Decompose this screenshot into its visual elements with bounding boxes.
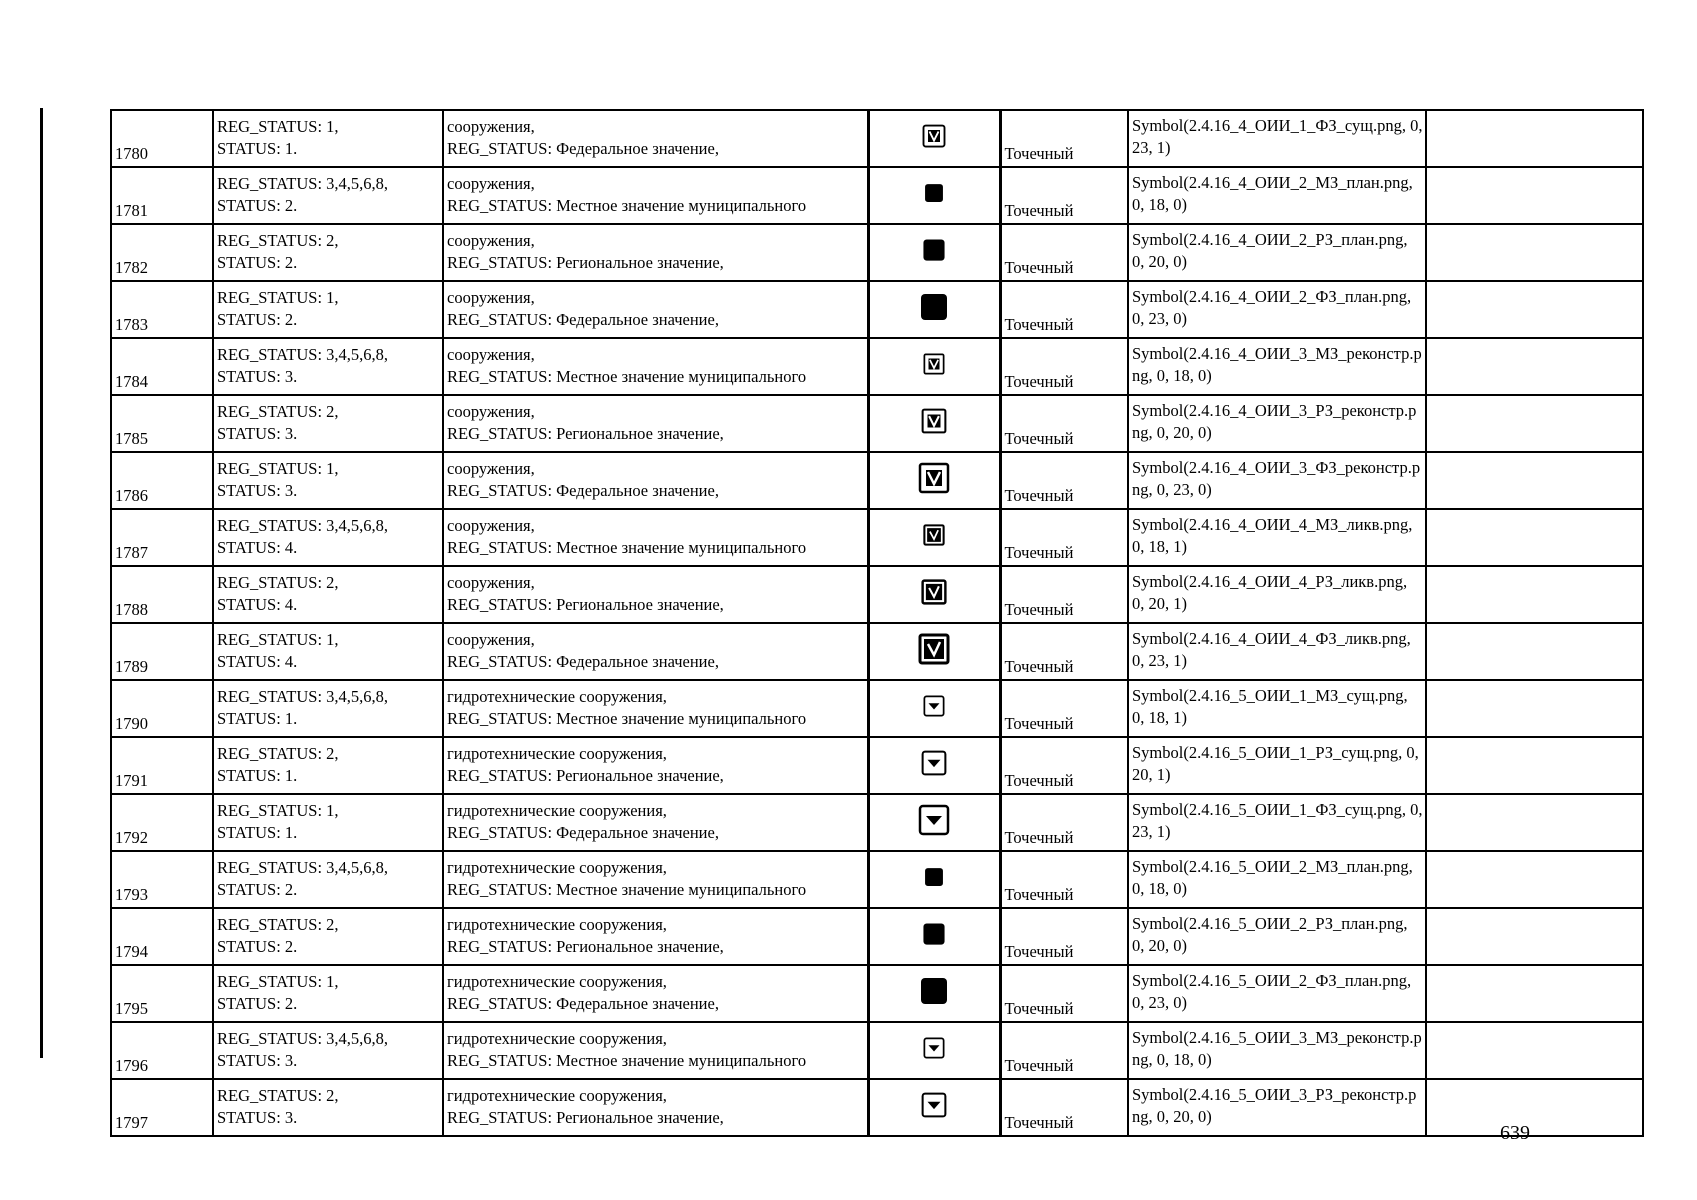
reg-status-text: REG_STATUS: 3,4,5,6,8,: [217, 858, 389, 877]
description-cell: [443, 908, 868, 965]
description-line-2: REG_STATUS: Федеральное значение,: [447, 994, 719, 1013]
description-line-2: REG_STATUS: Местное значение муниципального: [447, 709, 807, 728]
geometry-type-cell: [1000, 509, 1128, 566]
symbol-cell: [868, 338, 1000, 395]
symbol-cell: [868, 1079, 1000, 1136]
geometry-type: Точечный: [1004, 429, 1074, 448]
symbol-path: Symbol(2.4.16_4_ОИИ_3_РЗ_реконстр.png, 0, 20, 0): [1132, 401, 1417, 442]
description-line-1: сооружения,: [447, 402, 535, 421]
geometry-type: Точечный: [1004, 372, 1074, 391]
empty-cell: [1426, 1022, 1643, 1079]
description-cell: [443, 110, 868, 167]
geometry-type-cell: [1000, 167, 1128, 224]
row-id-cell: [111, 281, 213, 338]
symbol-cell: [868, 281, 1000, 338]
description-line-1: сооружения,: [447, 117, 535, 136]
geometry-type-cell: [1000, 737, 1128, 794]
reg-status-cell: [213, 794, 443, 851]
geometry-type-cell: [1000, 908, 1128, 965]
row-id-cell: [111, 509, 213, 566]
reg-status-text: REG_STATUS: 1,: [217, 630, 339, 649]
description-cell: [443, 281, 868, 338]
symbol-registry-table: [110, 109, 1644, 1137]
description-line-2: REG_STATUS: Федеральное значение,: [447, 310, 719, 329]
row-id-cell: [111, 680, 213, 737]
row-id: 1791: [115, 771, 148, 790]
symbol-path: Symbol(2.4.16_4_ОИИ_2_ФЗ_план.png, 0, 23, 0): [1132, 287, 1412, 328]
symbol-cell: [868, 965, 1000, 1022]
geometry-type-cell: [1000, 566, 1128, 623]
row-id-cell: [111, 395, 213, 452]
geometry-type: Точечный: [1004, 714, 1074, 733]
description-line-1: сооружения,: [447, 516, 535, 535]
geometry-type: Точечный: [1004, 486, 1074, 505]
empty-cell: [1426, 680, 1643, 737]
symbol-cell: [868, 908, 1000, 965]
empty-cell: [1426, 395, 1643, 452]
description-cell: [443, 566, 868, 623]
row-id-cell: [111, 338, 213, 395]
geometry-type-cell: [1000, 395, 1128, 452]
row-id: 1790: [115, 714, 148, 733]
empty-cell: [1426, 110, 1643, 167]
reg-status-cell: [213, 395, 443, 452]
symbol-cell: [868, 794, 1000, 851]
description-line-2: REG_STATUS: Местное значение муниципального: [447, 538, 807, 557]
reg-status-text: REG_STATUS: 1,: [217, 288, 339, 307]
row-id: 1787: [115, 543, 148, 562]
symbol-path-cell: [1128, 965, 1426, 1022]
map-symbol-icon: [923, 1037, 945, 1065]
description-line-2: REG_STATUS: Региональное значение,: [447, 253, 724, 272]
map-symbol-icon: [923, 353, 945, 381]
reg-status-text: REG_STATUS: 1,: [217, 801, 339, 820]
description-line-1: гидротехнические сооружения,: [447, 1086, 667, 1105]
empty-cell: [1426, 281, 1643, 338]
symbol-path: Symbol(2.4.16_4_ОИИ_4_РЗ_ликв.png, 0, 20, 1): [1132, 572, 1408, 613]
row-id: 1793: [115, 885, 148, 904]
symbol-path: Symbol(2.4.16_4_ОИИ_2_МЗ_план.png, 0, 18, 0): [1132, 173, 1413, 214]
row-id: 1788: [115, 600, 148, 619]
symbol-path-cell: [1128, 566, 1426, 623]
description-line-2: REG_STATUS: Федеральное значение,: [447, 139, 719, 158]
description-line-1: сооружения,: [447, 630, 535, 649]
status-text: STATUS: 1.: [217, 139, 298, 158]
symbol-path: Symbol(2.4.16_5_ОИИ_1_ФЗ_сущ.png, 0, 23, 1): [1132, 800, 1423, 841]
geometry-type: Точечный: [1004, 657, 1074, 676]
reg-status-text: REG_STATUS: 2,: [217, 402, 339, 421]
table-body: [111, 110, 1643, 1136]
description-line-1: гидротехнические сооружения,: [447, 972, 667, 991]
symbol-path: Symbol(2.4.16_5_ОИИ_2_МЗ_план.png, 0, 18, 0): [1132, 857, 1413, 898]
symbol-path-cell: [1128, 167, 1426, 224]
status-text: STATUS: 2.: [217, 196, 298, 215]
symbol-path-cell: [1128, 680, 1426, 737]
description-cell: [443, 794, 868, 851]
description-cell: [443, 851, 868, 908]
description-line-1: гидротехнические сооружения,: [447, 801, 667, 820]
table-row: [111, 452, 1643, 509]
reg-status-text: REG_STATUS: 2,: [217, 915, 339, 934]
status-text: STATUS: 2.: [217, 880, 298, 899]
status-text: STATUS: 3.: [217, 367, 298, 386]
row-id-cell: [111, 110, 213, 167]
description-line-1: сооружения,: [447, 231, 535, 250]
table-row: [111, 566, 1643, 623]
geometry-type: Точечный: [1004, 942, 1074, 961]
status-text: STATUS: 1.: [217, 823, 298, 842]
reg-status-cell: [213, 224, 443, 281]
map-symbol-icon: [918, 633, 950, 671]
status-text: STATUS: 1.: [217, 709, 298, 728]
status-text: STATUS: 2.: [217, 937, 298, 956]
reg-status-text: REG_STATUS: 2,: [217, 744, 339, 763]
description-line-1: сооружения,: [447, 345, 535, 364]
description-cell: [443, 509, 868, 566]
row-id-cell: [111, 794, 213, 851]
description-cell: [443, 395, 868, 452]
geometry-type: Точечный: [1004, 999, 1074, 1018]
map-symbol-icon: [923, 182, 945, 210]
geometry-type-cell: [1000, 623, 1128, 680]
description-line-2: REG_STATUS: Региональное значение,: [447, 1108, 724, 1127]
map-symbol-icon: [918, 975, 950, 1013]
symbol-cell: [868, 737, 1000, 794]
reg-status-cell: [213, 908, 443, 965]
geometry-type-cell: [1000, 680, 1128, 737]
map-symbol-icon: [921, 750, 947, 782]
symbol-path-cell: [1128, 224, 1426, 281]
reg-status-cell: [213, 338, 443, 395]
reg-status-cell: [213, 965, 443, 1022]
symbol-path-cell: [1128, 623, 1426, 680]
geometry-type: Точечный: [1004, 315, 1074, 334]
table-row: [111, 623, 1643, 680]
table-row: [111, 794, 1643, 851]
empty-cell: [1426, 851, 1643, 908]
table-row: [111, 851, 1643, 908]
description-line-1: гидротехнические сооружения,: [447, 744, 667, 763]
table-row: [111, 395, 1643, 452]
geometry-type-cell: [1000, 1022, 1128, 1079]
row-id-cell: [111, 623, 213, 680]
symbol-path: Symbol(2.4.16_5_ОИИ_1_МЗ_сущ.png, 0, 18, 1): [1132, 686, 1408, 727]
map-symbol-icon: [923, 866, 945, 894]
reg-status-cell: [213, 509, 443, 566]
table-row: [111, 965, 1643, 1022]
map-symbol-icon: [918, 462, 950, 500]
description-line-2: REG_STATUS: Федеральное значение,: [447, 481, 719, 500]
row-id-cell: [111, 167, 213, 224]
row-id: 1792: [115, 828, 148, 847]
symbol-path-cell: [1128, 737, 1426, 794]
symbol-cell: [868, 680, 1000, 737]
table-row: [111, 110, 1643, 167]
geometry-type-cell: [1000, 965, 1128, 1022]
table-row: [111, 338, 1643, 395]
map-symbol-icon: [918, 804, 950, 842]
reg-status-text: REG_STATUS: 3,4,5,6,8,: [217, 1029, 389, 1048]
reg-status-text: REG_STATUS: 2,: [217, 231, 339, 250]
row-id: 1794: [115, 942, 148, 961]
reg-status-cell: [213, 566, 443, 623]
symbol-path-cell: [1128, 110, 1426, 167]
reg-status-text: REG_STATUS: 1,: [217, 117, 339, 136]
symbol-cell: [868, 224, 1000, 281]
row-id: 1785: [115, 429, 148, 448]
table-row: [111, 737, 1643, 794]
symbol-cell: [868, 110, 1000, 167]
description-line-1: сооружения,: [447, 174, 535, 193]
margin-bar: [40, 108, 43, 1058]
symbol-path-cell: [1128, 338, 1426, 395]
row-id-cell: [111, 965, 213, 1022]
status-text: STATUS: 2.: [217, 253, 298, 272]
description-cell: [443, 623, 868, 680]
reg-status-text: REG_STATUS: 1,: [217, 459, 339, 478]
map-symbol-icon: [923, 695, 945, 723]
description-line-2: REG_STATUS: Региональное значение,: [447, 424, 724, 443]
geometry-type: Точечный: [1004, 1056, 1074, 1075]
empty-cell: [1426, 509, 1643, 566]
status-text: STATUS: 3.: [217, 1108, 298, 1127]
geometry-type-cell: [1000, 338, 1128, 395]
empty-cell: [1426, 452, 1643, 509]
symbol-path: Symbol(2.4.16_4_ОИИ_4_ФЗ_ликв.png, 0, 23, 1): [1132, 629, 1411, 670]
description-cell: [443, 680, 868, 737]
map-symbol-icon: [921, 408, 947, 440]
symbol-path-cell: [1128, 1022, 1426, 1079]
description-line-1: сооружения,: [447, 459, 535, 478]
row-id-cell: [111, 1079, 213, 1136]
table-row: [111, 908, 1643, 965]
description-line-1: сооружения,: [447, 573, 535, 592]
geometry-type: Точечный: [1004, 600, 1074, 619]
status-text: STATUS: 4.: [217, 538, 298, 557]
status-text: STATUS: 3.: [217, 481, 298, 500]
map-symbol-icon: [921, 1092, 947, 1124]
symbol-path-cell: [1128, 908, 1426, 965]
symbol-path: Symbol(2.4.16_4_ОИИ_3_МЗ_реконстр.png, 0, 18, 0): [1132, 344, 1422, 385]
symbol-path: Symbol(2.4.16_4_ОИИ_4_МЗ_ликв.png, 0, 18, 1): [1132, 515, 1413, 556]
status-text: STATUS: 3.: [217, 1051, 298, 1070]
table-row: [111, 680, 1643, 737]
reg-status-cell: [213, 851, 443, 908]
reg-status-cell: [213, 1079, 443, 1136]
row-id-cell: [111, 452, 213, 509]
symbol-path: Symbol(2.4.16_4_ОИИ_1_ФЗ_сущ.png, 0, 23, 1): [1132, 116, 1423, 157]
geometry-type-cell: [1000, 452, 1128, 509]
reg-status-cell: [213, 281, 443, 338]
geometry-type: Точечный: [1004, 1113, 1074, 1132]
geometry-type-cell: [1000, 110, 1128, 167]
reg-status-text: REG_STATUS: 2,: [217, 573, 339, 592]
row-id-cell: [111, 851, 213, 908]
empty-cell: [1426, 965, 1643, 1022]
empty-cell: [1426, 167, 1643, 224]
symbol-path-cell: [1128, 1079, 1426, 1136]
symbol-path: Symbol(2.4.16_5_ОИИ_2_РЗ_план.png, 0, 20, 0): [1132, 914, 1408, 955]
geometry-type: Точечный: [1004, 828, 1074, 847]
description-line-1: сооружения,: [447, 288, 535, 307]
page-number: 639: [1500, 1122, 1530, 1144]
empty-cell: [1426, 794, 1643, 851]
description-cell: [443, 167, 868, 224]
row-id-cell: [111, 566, 213, 623]
reg-status-text: REG_STATUS: 2,: [217, 1086, 339, 1105]
row-id: 1795: [115, 999, 148, 1018]
reg-status-cell: [213, 1022, 443, 1079]
geometry-type-cell: [1000, 794, 1128, 851]
row-id-cell: [111, 908, 213, 965]
description-cell: [443, 965, 868, 1022]
description-line-1: гидротехнические сооружения,: [447, 858, 667, 877]
empty-cell: [1426, 1079, 1643, 1136]
symbol-path-cell: [1128, 281, 1426, 338]
symbol-cell: [868, 509, 1000, 566]
description-line-2: REG_STATUS: Местное значение муниципального: [447, 880, 807, 899]
empty-cell: [1426, 566, 1643, 623]
map-symbol-icon: [921, 579, 947, 611]
reg-status-text: REG_STATUS: 3,4,5,6,8,: [217, 687, 389, 706]
description-line-2: REG_STATUS: Региональное значение,: [447, 766, 724, 785]
geometry-type-cell: [1000, 224, 1128, 281]
row-id-cell: [111, 224, 213, 281]
row-id: 1796: [115, 1056, 148, 1075]
description-cell: [443, 224, 868, 281]
table-row: [111, 224, 1643, 281]
symbol-path: Symbol(2.4.16_5_ОИИ_2_ФЗ_план.png, 0, 23, 0): [1132, 971, 1412, 1012]
symbol-cell: [868, 1022, 1000, 1079]
description-line-2: REG_STATUS: Региональное значение,: [447, 595, 724, 614]
symbol-path: Symbol(2.4.16_5_ОИИ_3_РЗ_реконстр.png, 0, 20, 0): [1132, 1085, 1417, 1126]
symbol-path: Symbol(2.4.16_4_ОИИ_2_РЗ_план.png, 0, 20, 0): [1132, 230, 1408, 271]
reg-status-cell: [213, 737, 443, 794]
reg-status-text: REG_STATUS: 3,4,5,6,8,: [217, 516, 389, 535]
symbol-path-cell: [1128, 395, 1426, 452]
geometry-type-cell: [1000, 281, 1128, 338]
symbol-cell: [868, 566, 1000, 623]
description-line-1: гидротехнические сооружения,: [447, 687, 667, 706]
reg-status-text: REG_STATUS: 3,4,5,6,8,: [217, 345, 389, 364]
symbol-cell: [868, 623, 1000, 680]
description-cell: [443, 737, 868, 794]
empty-cell: [1426, 338, 1643, 395]
description-cell: [443, 1022, 868, 1079]
description-line-1: гидротехнические сооружения,: [447, 1029, 667, 1048]
table-row: [111, 509, 1643, 566]
reg-status-cell: [213, 167, 443, 224]
symbol-cell: [868, 395, 1000, 452]
map-symbol-icon: [921, 237, 947, 269]
geometry-type-cell: [1000, 1079, 1128, 1136]
table-row: [111, 1079, 1643, 1136]
reg-status-cell: [213, 680, 443, 737]
reg-status-cell: [213, 623, 443, 680]
map-symbol-icon: [922, 124, 946, 154]
table-row: [111, 1022, 1643, 1079]
row-id: 1783: [115, 315, 148, 334]
geometry-type: Точечный: [1004, 201, 1074, 220]
symbol-path: Symbol(2.4.16_5_ОИИ_3_МЗ_реконстр.png, 0, 18, 0): [1132, 1028, 1422, 1069]
description-line-2: REG_STATUS: Местное значение муниципального: [447, 1051, 807, 1070]
reg-status-text: REG_STATUS: 3,4,5,6,8,: [217, 174, 389, 193]
map-symbol-icon: [923, 524, 945, 552]
symbol-path-cell: [1128, 851, 1426, 908]
geometry-type: Точечный: [1004, 771, 1074, 790]
row-id: 1782: [115, 258, 148, 277]
symbol-path: Symbol(2.4.16_5_ОИИ_1_РЗ_сущ.png, 0, 20, 1): [1132, 743, 1419, 784]
table-row: [111, 281, 1643, 338]
symbol-cell: [868, 167, 1000, 224]
empty-cell: [1426, 737, 1643, 794]
geometry-type: Точечный: [1004, 258, 1074, 277]
row-id-cell: [111, 737, 213, 794]
map-symbol-icon: [921, 921, 947, 953]
description-line-2: REG_STATUS: Местное значение муниципального: [447, 367, 807, 386]
map-symbol-icon: [918, 291, 950, 329]
description-line-1: гидротехнические сооружения,: [447, 915, 667, 934]
symbol-cell: [868, 452, 1000, 509]
geometry-type-cell: [1000, 851, 1128, 908]
reg-status-cell: [213, 452, 443, 509]
symbol-path-cell: [1128, 509, 1426, 566]
status-text: STATUS: 4.: [217, 595, 298, 614]
description-line-2: REG_STATUS: Федеральное значение,: [447, 823, 719, 842]
status-text: STATUS: 2.: [217, 994, 298, 1013]
empty-cell: [1426, 623, 1643, 680]
row-id: 1781: [115, 201, 148, 220]
geometry-type: Точечный: [1004, 144, 1074, 163]
status-text: STATUS: 1.: [217, 766, 298, 785]
description-line-2: REG_STATUS: Федеральное значение,: [447, 652, 719, 671]
status-text: STATUS: 3.: [217, 424, 298, 443]
row-id: 1797: [115, 1113, 148, 1132]
status-text: STATUS: 2.: [217, 310, 298, 329]
row-id: 1789: [115, 657, 148, 676]
description-cell: [443, 338, 868, 395]
description-line-2: REG_STATUS: Региональное значение,: [447, 937, 724, 956]
row-id: 1780: [115, 144, 148, 163]
description-cell: [443, 452, 868, 509]
status-text: STATUS: 4.: [217, 652, 298, 671]
empty-cell: [1426, 224, 1643, 281]
row-id-cell: [111, 1022, 213, 1079]
geometry-type: Точечный: [1004, 885, 1074, 904]
row-id: 1786: [115, 486, 148, 505]
table-row: [111, 167, 1643, 224]
symbol-path-cell: [1128, 794, 1426, 851]
empty-cell: [1426, 908, 1643, 965]
row-id: 1784: [115, 372, 148, 391]
reg-status-text: REG_STATUS: 1,: [217, 972, 339, 991]
symbol-path-cell: [1128, 452, 1426, 509]
description-cell: [443, 1079, 868, 1136]
reg-status-cell: [213, 110, 443, 167]
symbol-path: Symbol(2.4.16_4_ОИИ_3_ФЗ_реконстр.png, 0, 23, 0): [1132, 458, 1421, 499]
geometry-type: Точечный: [1004, 543, 1074, 562]
symbol-cell: [868, 851, 1000, 908]
description-line-2: REG_STATUS: Местное значение муниципального: [447, 196, 807, 215]
